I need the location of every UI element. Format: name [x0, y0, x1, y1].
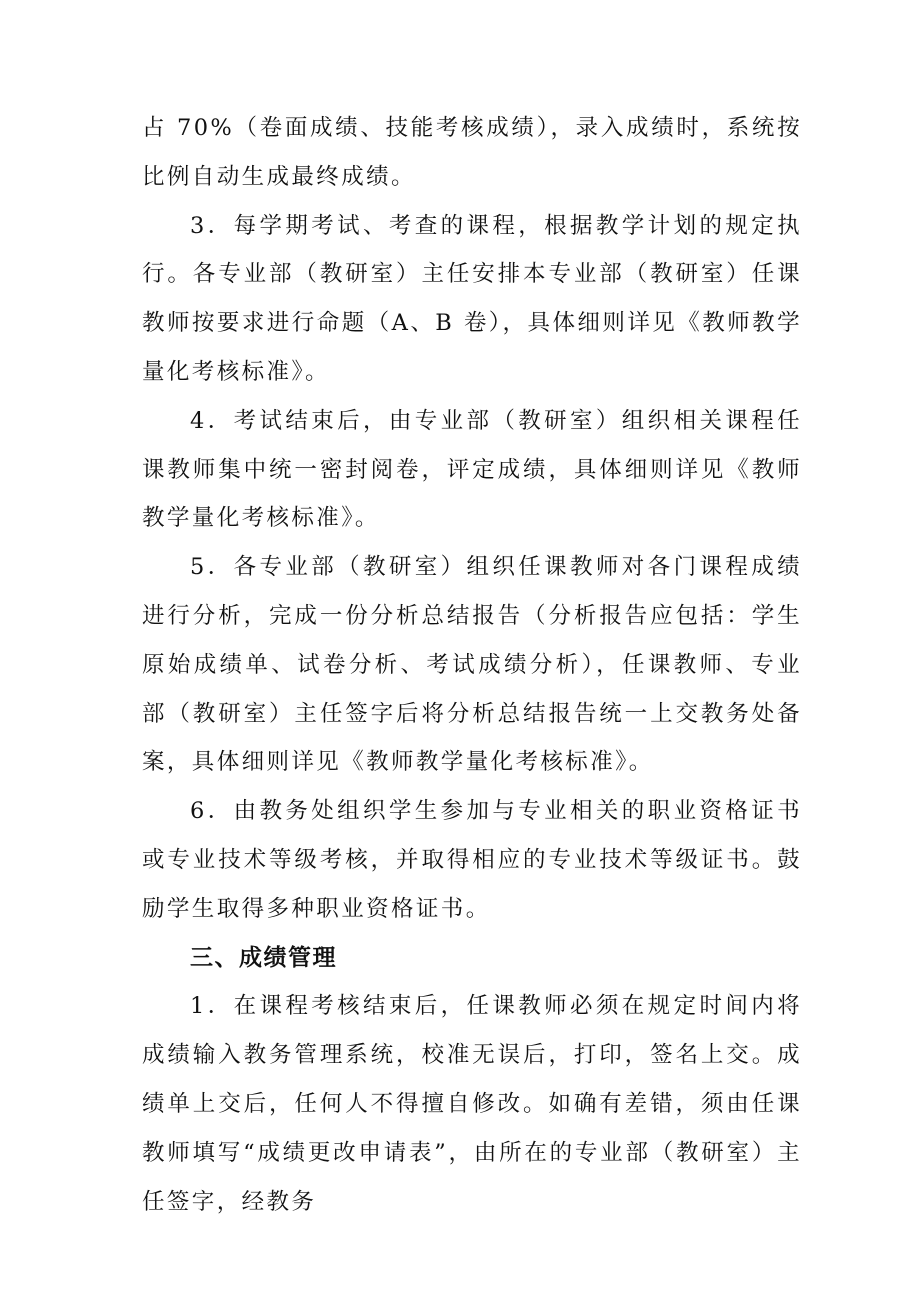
paragraph-continued-score-ratio: 占 70%（卷面成绩、技能考核成绩），录入成绩时，系统按比例自动生成最终成绩。 [142, 115, 802, 190]
paragraph-item-3-exam-courses: 3．每学期考试、考查的课程，根据教学计划的规定执行。各专业部（教研室）主任安排本专业部（教研室）任课教师按要求进行命题（A、B 卷），具体细则详见《教师教学量化考核标准》。 [142, 212, 802, 385]
paragraph-item-5-analysis-report: 5．各专业部（教研室）组织任课教师对各门课程成绩进行分析，完成一份分析总结报告（分析报告应包括：学生原始成绩单、试卷分析、考试成绩分析），任课教师、专业部（教研室）主任签字后将分析总结报告统一上交教务处备案，具体细则详见《教师教学量化考核标准》。 [142, 554, 802, 776]
document-body [142, 104, 802, 1226]
paragraph-item-6-certificates: 6．由教务处组织学生参加与专业相关的职业资格证书或专业技术等级考核，并取得相应的专业技术等级证书。鼓励学生取得多种职业资格证书。 [142, 798, 802, 922]
section-heading-score-management: 三、成绩管理 [190, 944, 337, 971]
paragraph-item-4-grading: 4．考试结束后，由专业部（教研室）组织相关课程任课教师集中统一密封阅卷，评定成绩，具体细则详见《教师教学量化考核标准》。 [142, 407, 802, 532]
paragraph-score-item-1-entry: 1．在课程考核结束后，任课教师必须在规定时间内将成绩输入教务管理系统，校准无误后，打印，签名上交。成绩单上交后，任何人不得擅自修改。如确有差错，须由任课教师填写“成绩更改申请表”，由所在的专业部（教研室）主任签字，经教务 [142, 993, 802, 1215]
